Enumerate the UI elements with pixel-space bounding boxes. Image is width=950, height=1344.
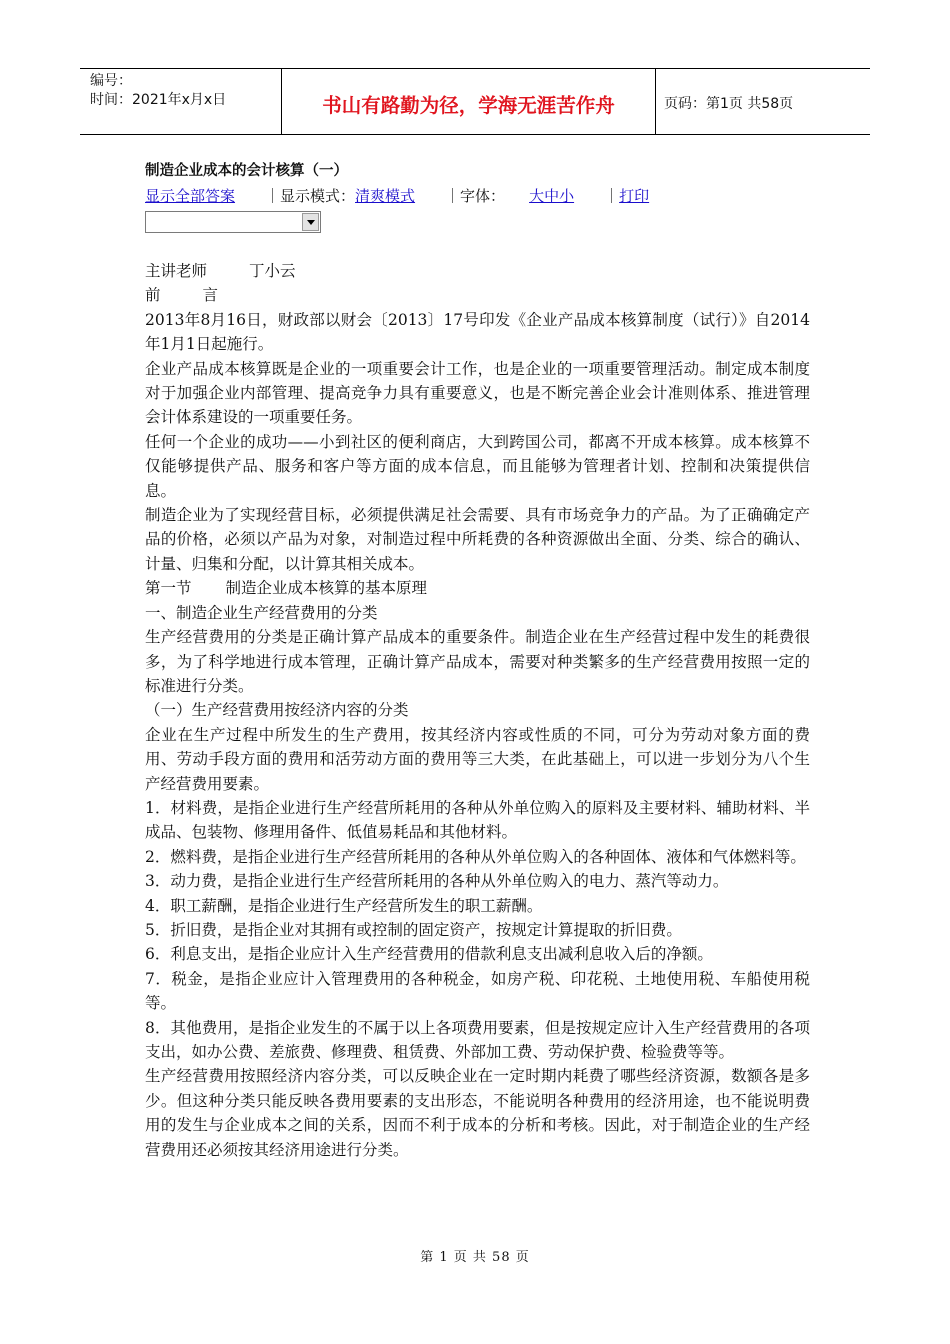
paragraph: 任何一个企业的成功——小到社区的便利商店，大到跨国公司，都离不开成本核算。成本核算不仅能够提供产品、服务和客户等方面的成本信息，而且能够为管理者计划、控制和决策提供信息。: [145, 432, 810, 500]
display-mode-label: ｜显示模式：: [265, 187, 356, 205]
list-item: 4．职工薪酬，是指企业进行生产经营所发生的职工薪酬。: [145, 896, 543, 915]
font-size-link[interactable]: 大中小: [529, 187, 575, 205]
header-meta: [80, 69, 282, 134]
list-item: 1．材料费，是指企业进行生产经营所耗用的各种从外单位购入的原料及主要材料、辅助材料、半成品、包装物、修理用备件、低值易耗品和其他材料。: [145, 798, 810, 842]
paragraph: 企业在生产过程中所发生的生产费用，按其经济内容或性质的不同，可分为劳动对象方面的费用、劳动手段方面的费用和活劳动方面的费用等三大类，在此基础上，可以进一步划分为八个生产经营费用要素。: [145, 725, 810, 793]
paragraph: 制造企业为了实现经营目标，必须提供满足社会需要、具有市场竞争力的产品。为了正确确定产品的价格，必须以产品为对象，对制造过程中所耗费的各种资源做出全面、分类、综合的确认、计量、归集和分配，以计算其相关成本。: [145, 506, 810, 573]
paragraph: （一）生产经营费用按经济内容的分类: [145, 701, 409, 720]
toolbar-separator: ｜: [604, 187, 620, 205]
list-item: 3．动力费，是指企业进行生产经营所耗用的各种从外单位购入的电力、蒸汽等动力。: [145, 872, 729, 891]
select-dropdown[interactable]: [145, 211, 321, 233]
list-item: 2．燃料费，是指企业进行生产经营所耗用的各种从外单位购入的各种固体、液体和气体燃料等。: [145, 847, 806, 866]
paragraph: 一、制造企业生产经营费用的分类: [145, 603, 378, 622]
header-page-info: 页码：第1页 共58页: [664, 95, 794, 112]
article-body: [145, 259, 810, 1162]
article-toolbar: [145, 184, 810, 208]
show-all-answers-link[interactable]: 显示全部答案: [145, 187, 236, 205]
print-link[interactable]: 打印: [619, 187, 650, 205]
paragraph: 企业产品成本核算既是企业的一项重要会计工作，也是企业的一项重要管理活动。制定成本制度对于加强企业内部管理、提高竞争力具有重要意义，也是不断完善企业会计准则体系、推进管理会计体系建设的一项重要任务。: [145, 359, 810, 427]
paragraph: 2013年8月16日，财政部以财会〔2013〕17号印发《企业产品成本核算制度（试行）》自2014年1月1日起施行。: [145, 310, 810, 354]
section-heading: 第一节 制造企业成本核算的基本原理: [145, 579, 428, 598]
article-content: [145, 160, 810, 1162]
list-item: 8．其他费用，是指企业发生的不属于以上各项费用要素，但是按规定应计入生产经营费用的各项支出，如办公费、差旅费、修理费、租赁费、外部加工费、劳动保护费、检验费等等。: [145, 1018, 810, 1061]
list-item: 7．税金，是指企业应计入管理费用的各种税金，如房产税、印花税、土地使用税、车船使用税等。: [145, 969, 810, 1013]
clean-mode-link[interactable]: 清爽模式: [355, 187, 416, 205]
list-item: 5．折旧费，是指企业对其拥有或控制的固定资产，按规定计算提取的折旧费。: [145, 920, 682, 939]
paragraph: 生产经营费用的分类是正确计算产品成本的重要条件。制造企业在生产经营过程中发生的耗费很多，为了科学地进行成本管理，正确计算产品成本，需要对种类繁多的生产经营费用按照一定的标准进行分类。: [145, 628, 810, 695]
page-footer: 第 1 页 共 58 页: [420, 1250, 530, 1265]
font-label: ｜字体：: [445, 187, 506, 205]
lecturer-line: [145, 259, 810, 283]
document-number-label: 编号：: [90, 73, 132, 89]
list-item: 6．利息支出，是指企业应计入生产经营费用的借款利息支出减利息收入后的净额。: [145, 945, 713, 964]
lecturer-label: 主讲老师: [145, 262, 208, 280]
paragraph: 生产经营费用按照经济内容分类，可以反映企业在一定时期内耗费了哪些经济资源，数额各是多少。但这种分类只能反映各费用要素的支出形态，不能说明各种费用的经济用途，也不能说明费用的发生与企业成本之间的关系，因而不利于成本的分析和考核。因此，对于制造企业的生产经营费用还必须按其经济用途进行分类。: [145, 1067, 810, 1159]
document-header: [80, 68, 870, 135]
header-motto: 书山有路勤为径，学海无涯苦作舟: [282, 69, 656, 134]
chevron-down-icon[interactable]: [302, 213, 319, 231]
preface-heading: 前 言: [145, 286, 219, 305]
article-title: 制造企业成本的会计核算（一）: [145, 163, 348, 179]
lecturer-name: 丁小云: [249, 262, 296, 280]
document-time-label: 时间：2021年x月x日: [90, 92, 227, 108]
